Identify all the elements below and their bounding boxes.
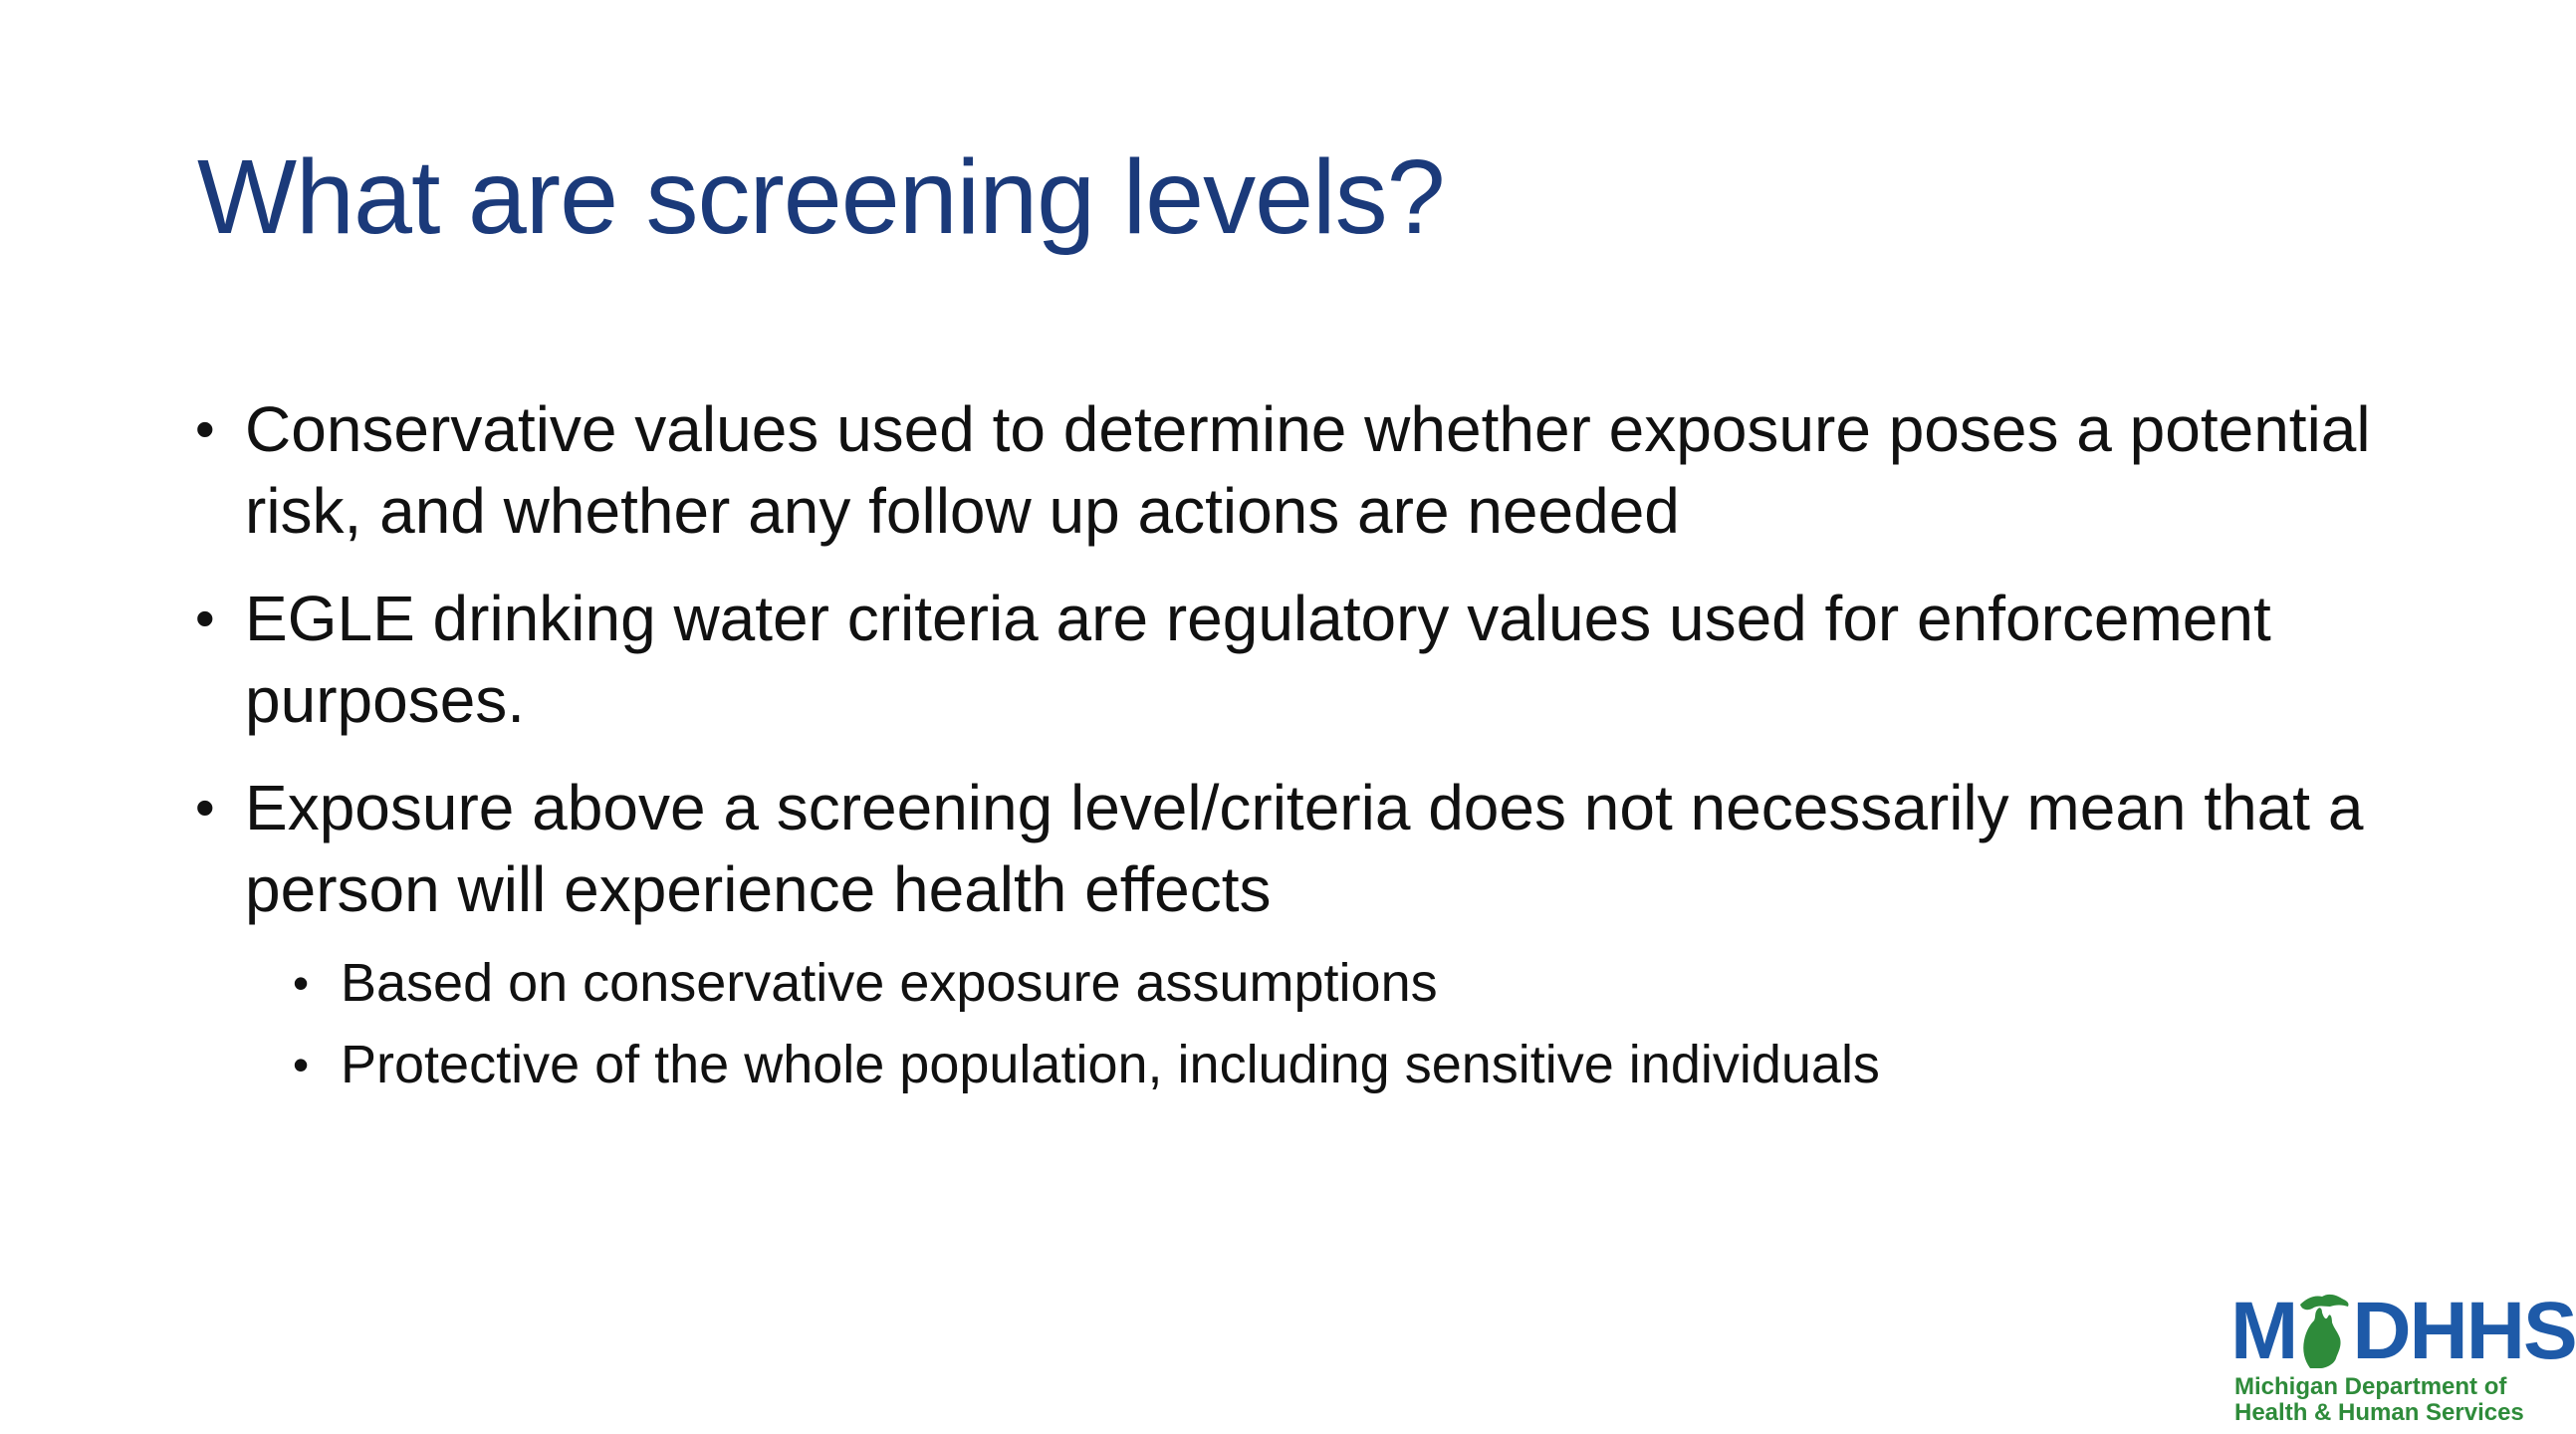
bullet-item-2 [195, 578, 2386, 741]
sub-bullet-text: Protective of the whole population, including sensitive individuals [341, 1035, 1880, 1094]
logo-letter-m: M [2230, 1286, 2297, 1376]
bullet-text: EGLE drinking water criteria are regulatory values used for enforcement purposes. [245, 583, 2271, 736]
bullet-icon: • [195, 776, 215, 838]
sub-bullet-text: Based on conservative exposure assumptions [341, 953, 1438, 1013]
slide-title: What are screening levels? [197, 138, 1445, 256]
bullet-list [195, 388, 2386, 1131]
bullet-item-3 [195, 767, 2386, 1105]
bullet-icon: • [293, 1039, 310, 1090]
sub-bullet-item-2 [293, 1024, 2386, 1105]
mdhhs-logo [2230, 1257, 2576, 1426]
logo-letters-dhhs: DHHS [2352, 1286, 2576, 1376]
bullet-text: Exposure above a screening level/criteria does not necessarily mean that a person will experience health effects [245, 772, 2364, 925]
michigan-map-icon [2296, 1291, 2352, 1370]
logo-wordmark [2230, 1286, 2576, 1376]
logo-line-2: Health & Human Services [2234, 1399, 2524, 1426]
sub-bullet-item-1 [293, 942, 2386, 1024]
bullet-text: Conservative values used to determine whether exposure poses a potential risk, and whether any follow up actions are needed [245, 393, 2371, 547]
bullet-item-1 [195, 388, 2386, 552]
sub-bullet-list [293, 942, 2386, 1105]
bullet-icon: • [195, 397, 215, 460]
logo-line-1: Michigan Department of [2234, 1373, 2507, 1400]
bullet-icon: • [293, 957, 310, 1009]
bullet-icon: • [195, 587, 215, 649]
